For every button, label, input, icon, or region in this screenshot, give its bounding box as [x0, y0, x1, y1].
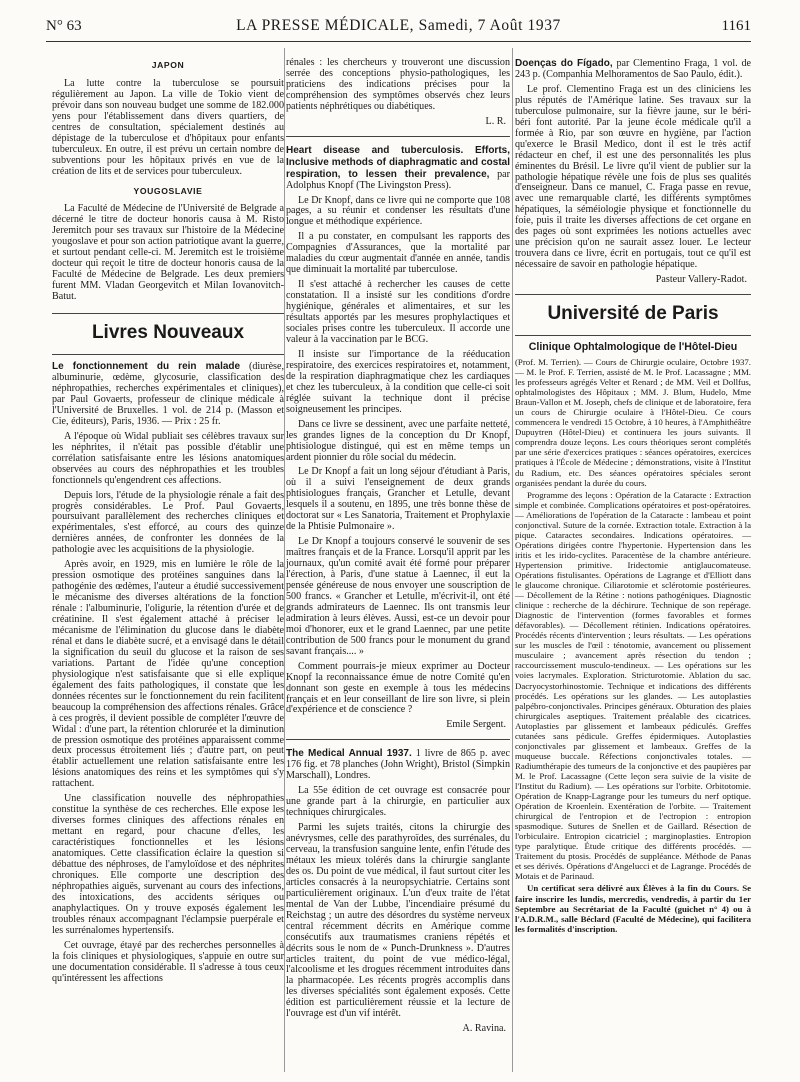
- review-paragraph: Cet ouvrage, étayé par des recherches personnelles à la fois cliniques et physiologiques, s'appuie en outre sur une documentation considérable. Il s'adresse à tous ceux qu'intéressent les affections: [52, 939, 284, 984]
- section-rule: [52, 313, 284, 314]
- review-paragraph: Parmi les sujets traités, citons la chirurgie des anévrysmes, celle des parathyroïdes, des surrénales, du cerveau, la transfusion sanguine lente, enfin l'étude des métaux les mieux tolérés dans la chirurgie sanglante des os. Du point de vue médical, il faut surtout citer les articles consacrés à la neuropsychiatrie. Certains sont particulièrement originaux. L'un d'eux traite de l'état mental de Van der Lubbe, l'incendiaire présumé du Reichstag ; un autre des désordres du système nerveux central récemment décrits en Amérique comme consécutifs aux traumatismes craniens répétés et décrits sous le nom de « Punch-Drunkness ». D'autres articles traitent, du point de vue médico-légal, l'alcoolisme et les drogues récemment introduites dans la pharmacopée. Les récents progrès accomplis dans les diverses spécialités sont également exposés. Cette édition est particulièrement réussie et la lecture de l'ouvrage est d'un vif intérêt.: [286, 822, 510, 1020]
- clinique-heading: Clinique Ophtalmologique de l'Hôtel-Dieu: [528, 341, 738, 354]
- journal-title: LA PRESSE MÉDICALE, Samedi, 7 Août 1937: [236, 17, 561, 34]
- review-paragraph: Depuis lors, l'étude de la physiologie rénale a fait des progrès considérables. Le Prof. Paul Govaerts, poursuivant parallèlement des recherches cliniques et expérimentales, s'est efforcé, au cours des quinze dernières années, de confronter les données de la pathologie avec les acquisitions de la physiologie.: [52, 489, 284, 556]
- review-paragraph: Il a pu constater, en compulsant les rapports des Compagnies d'Assurances, que la mortalité par maladies du cœur augmentait d'année en année, tandis que diminuait la mortalité par tuberculose.: [286, 231, 510, 276]
- review-paragraph: Le Dr Knopf a toujours conservé le souvenir de ses maîtres français et de la France. Lorsqu'il apprit par les journaux, qu'un comité avait été formé pour préparer l'érection, à Paris, d'une statue à Laennec, il eut la pensée généreuse de nous envoyer une souscription de 500 francs. « Grancher et Letulle, m'écrivit-il, ont été grands admirateurs de Laennec. Ils ont transmis leur admiration à leurs élèves. Aussi, est-ce un devoir pour moi d'honorer, eux et le grand Laennec, par une petite contribution de 500 francs pour le monument du grand savant français.... »: [286, 536, 510, 657]
- book-reference: 1 livre de 865 p. avec 176 fig. et 78 planches (John Wright), Bristol (Simpkin Marschall), Londres.: [286, 748, 510, 782]
- page-number: 1161: [721, 18, 751, 34]
- review-paragraph: Le Dr Knopf a fait un long séjour d'étudiant à Paris, où il a suivi l'enseignement de deux grands phtisiologues français, Grancher et Letulle, devant lesquels il a soutenu, en 1895, une très bonne thèse de doctorat sur « Les Sanatoria, Traitement et Prophylaxie de la Phtisie Pulmonaire ».: [286, 466, 510, 533]
- column-3: [515, 58, 751, 936]
- course-program: Programme des leçons : Opération de la Cataracte : Extraction simple et combinée. Complications opératoires et post-opératoires. — Améliorations de l'opération de la Cataracte : lambeau et point conjonctival. Suture de la cornée. Extraction totale. Extraction à la pique. Cataractes secondaires. Indications opératoires. — Opérations dirigées contre l'hypertonie. Hypertension dans les iritis et les irido-cyclites. Paracentèse de la chambre antérieure. Hypertension primitive. Iridectomie antiglaucomateuse. Opérations fistulisantes. Opérations de Lagrange et d'Elliott dans le glaucome chronique. Ciliarotomie et sclérotomie postérieures. — Décollement de la Rétine : notions pathogéniques. Diagnostic clinique : recherche de la déchirure. Technique de son repérage. Diagnostic de l'intervention (formes favorables et formes défavorables). — Décollement rétinien. Indications opératoires. Procédés récents d'intervention ; leurs résultats. — Les opérations sur les muscles de l'œil : ténotomie, avancement ou plissement musculaire ; avancement après résection du tendon ; raccourcissement musculo-tendineux. — Les opérations sur les voies lacrymales. Exploration. Stricturotomie. Ablation du sac. Dacryocystorhinostomie. Technique et indications des différents procédés. Les opérations sur les glandes. — Les autoplasties palpébro-conjonctivales. Principes généraux. Obturation des plaies chirurgicales aseptiques. Traitement préalable des cicatrices. Autoplasties par glissement et lambeaux pédiculés. Greffes cutanées sans pédicule. Greffes épidermiques. Autoplasties conjonctivales par glissement et lambeaux. Greffes de la muqueuse buccale. Réfections conjonctivales totales. — Radiumthérapie des tumeurs de la conjonctive et des paupières par M. le Prof. Lacassagne (Cette leçon sera suivie de la visite de l'Institut du Radium). — Les opérations sur l'orbite. Orbitotomie. Opération de Knapp-Lagrange pour les tumeurs du nerf optique. Opération de Kroenlein. Exentération de l'orbite. — Traitement chirurgical de l'entropion et de l'ectropion : entropion spasmodique. Sutures de Snellen et de Gaillard. Résection de l'orbiculaire. Entropion cicatriciel ; marginoplasties. Entropion type paralytique. Étude critique des différents procédés. — Traitement du ptosis. Procédés de suppléance. Méthode de Panas et ses dérivés. Opérations d'Angelucci et de Lagrange. Procédés de Motais et de Parinaud.: [515, 489, 751, 882]
- section-heading-japon: JAPON: [151, 60, 185, 70]
- review-paragraph: Le prof. Clementino Fraga est un des cliniciens les plus réputés de l'Amérique latine. Ses travaux sur la tuberculose pulmonaire, sur la fièvre jaune, sur le béri-béri font autorité. Par la jeune école médicale qu'il a formée à Rio, par son œuvre en hygiène, par l'action qu'exerce le Brasil Medico, dont il est le très actif rédacteur en chef, il est une des personnalités les plus éminentes du Brésil. Le livre qu'il vient de publier sur la pathologie hépatique révèle une fois de plus ses qualités d'enseigneur. Dans ce manuel, C. Fraga passe en revue, avec une remarquable clarté, les différents symptômes hépatiques, la séméiologie physique et fonctionnelle du foie, puis il traite les diverses affections de cet organe en des pages où sont exprimées les notions actuelles avec une précision qu'on ne saurait assez louer. Le lecteur trouvera dans ce livre, écrit en portugais, tout ce qu'il est nécessaire de savoir en pathologie hépatique.: [515, 83, 751, 271]
- section-rule: [515, 294, 751, 295]
- section-rule: [515, 335, 751, 336]
- book-entry: [286, 145, 510, 192]
- column-divider: [512, 48, 513, 1072]
- review-signature: L. R.: [485, 115, 506, 127]
- japon-paragraph: La lutte contre la tuberculose se poursuit régulièrement au Japon. La ville de Tokio vient de prévoir dans son nouveau budget une somme de 182.000 yens pour l'établissement dans divers quartiers, de centres de consultation, spécialement destinés au dépistage de la tuberculose et d'hôpitaux pour enfants tuberculeux. En outre, il est prévu un certain nombre de subventions pour les hôpitaux privés en vue de la création de lits et de services pour tuberculeux.: [52, 77, 284, 177]
- review-paragraph: Il insiste sur l'importance de la rééducation respiratoire, des exercices respiratoires et, notamment, de la respiration diaphragmatique chez les cardiaques et chez les tuberculeux, à la condition que celle-ci soit réglée suivant la technique dont il précise soigneusement les principes.: [286, 348, 510, 415]
- course-registration: Un certificat sera délivré aux Élèves à la fin du Cours. Se faire inscrire les lundis, mercredis, vendredis, à partir du 1er Septembre au Secrétariat de la Faculté (guichet n° 4) ou à l'A.D.R.M., salle Béclard (Faculté de Médecine), qui facilitera les formalités d'inscription.: [515, 883, 751, 934]
- book-reference: (diurèse, albuminurie, œdème, glycosurie, classification des néphropathies, recherches expérimentales et cliniques), par Paul Govaerts, professeur de clinique médicale à l'Université de Bruxelles. 1 vol. de 214 p. (Masson et Cie, éditeurs), Paris, 1936. — Prix : 25 fr.: [52, 361, 284, 427]
- section-rule: [286, 739, 510, 740]
- book-entry: [515, 58, 751, 81]
- review-paragraph: rénales : les chercheurs y trouveront une discussion serrée des conceptions physio-pathologiques, les praticiens des indications précises pour la compréhension des symptômes observés chez leurs patients néphrétiques ou diabétiques.: [286, 57, 510, 112]
- review-signature: A. Ravina.: [462, 1023, 506, 1035]
- review-signature: Pasteur Vallery-Radot.: [655, 274, 747, 286]
- book-title: The Medical Annual 1937.: [286, 748, 412, 760]
- review-paragraph: Après avoir, en 1929, mis en lumière le rôle de la pression osmotique des protéines sanguines dans la pathogénie des œdèmes, l'auteur a étudié successivement le mécanisme des diverses altérations de la fonction rénale : l'albuminurie, l'oligurie, la rétention d'urée et de créatinine. Il s'est également attaché à préciser le mécanisme de l'élimination du glucose dans le diabète rénal et dans le diabète sucré, et a envisagé dans le détail la signification du seuil du glucose et la raison de ses variations. Partant de l'idée qu'une conception physiologique n'est satisfaisante que si elle explique également des faits pathologiques, il constate que les données récentes sur le fonctionnement du rein facilitent beaucoup la compréhension des affections rénales. Grâce à ces progrès, il devient possible de compléter l'œuvre de Widal : d'une part, la rétention chlorurée et la diminution de pression osmotique des protéines apparaissent comme deux processus étroitement liés ; d'autre part, on peut établir actuellement une relation satisfaisante entre les lésions anatomiques des reins et les symptômes qui s'y rattachent.: [52, 559, 284, 790]
- review-paragraph: Une classification nouvelle des néphropathies constitue la synthèse de ces recherches. Elle expose les diverses formes cliniques des affections rénales en mettant en regard, pour chacune d'elles, les caractéristiques fonctionnelles et les lésions anatomiques. Cette classification éclaire la question si débattue des néphroses, de l'amyloïdose et des néphrites chroniques. Elle comporte une description des néphropathies aiguës, survenant au cours des infections, des intoxications, des accidents sériques ou anaphylactiques. On y trouve exposés également les troubles rénaux accompagnant l'éclampsie puerpérale et les surrénalomes hypertensifs.: [52, 793, 284, 936]
- review-paragraph: Le Dr Knopf, dans ce livre qui ne comporte que 108 pages, a su réunir et condenser les résultats d'une longue et méthodique expérience.: [286, 194, 510, 228]
- section-rule: [52, 354, 284, 355]
- column-2: [286, 58, 510, 1043]
- review-signature: Emile Sergent.: [446, 719, 506, 731]
- section-title-livres-nouveaux: Livres Nouveaux: [91, 322, 245, 344]
- section-title-universite: Université de Paris: [547, 303, 719, 325]
- review-paragraph: A l'époque où Widal publiait ses célèbres travaux sur les néphrites, il n'était pas possible d'établir une corrélation satisfaisante entre les lésions anatomiques observées au cours des néphropathies et les troubles fonctionnels qu'engendrent ces affections.: [52, 430, 284, 486]
- book-entry: [52, 361, 284, 428]
- review-paragraph: Dans ce livre se dessinent, avec une parfaite netteté, les grandes lignes de la conception du Dr Knopf, phtisiologue distingué, qui est en même temps un ardent pionnier du rôle social du médecin.: [286, 418, 510, 463]
- section-rule: [286, 136, 510, 137]
- issue-number: N° 63: [46, 18, 82, 34]
- section-heading-yougoslavie: YOUGOSLAVIE: [133, 185, 203, 196]
- header-rule: [46, 41, 751, 42]
- book-title: Le fonctionnement du rein malade: [52, 361, 241, 373]
- column-1: [52, 58, 284, 988]
- book-reference: par Clementino Fraga, 1 vol. de 243 p. (Companhia Melhoramentos de Sao Paulo, édit.).: [515, 58, 752, 80]
- course-details: — Cours de Chirurgie oculaire, Octobre 1937. — M. le Prof. F. Terrien, assisté de M. le Prof. Lacassagne ; MM. les professeurs agrégés Velter et Renard ; de MM. Veil et Dollfus, ophtalmologistes des Hôpitaux ; MM. J. Blum, Hudelo, Mme Braun-Vallon et M. Joseph, chefs de clinique et de laboratoire, fera un cours de Chirurgie oculaire à l'Hôtel-Dieu. Ce cours commencera le vendredi 15 Octobre, à 10 heures, à l'Amphithéâtre Dupuytren (Hôtel-Dieu) et continuera les jours suivants. Il comprendra douze leçons. Les cours théoriques seront complétés par une série d'exercices pratiques : séances opératoires, exercices pratiques à l'École de Médecine ; démonstrations, visite à l'Institut du Radium, etc. Des séances opératoires spéciales seront organisées pendant la durée du cours.: [515, 357, 751, 488]
- page-header: [46, 8, 751, 44]
- review-paragraph: Il s'est attaché à rechercher les causes de cette constatation. Il a insisté sur les conditions d'ordre hygiénique, générales et alimentaires, et sur les résultats apportés par les mesures prophylactiques et sociales prises contre les tuberculeux. Il accorde une valeur à la vaccination par le BCG.: [286, 279, 510, 345]
- book-reference: par Adolphus Knopf (The Livingston Press).: [286, 168, 510, 191]
- book-title: Doenças do Fígado,: [515, 58, 613, 69]
- yougoslavie-paragraph: La Faculté de Médecine de l'Université de Belgrade a décerné le titre de docteur honoris causa à M. Risto Jeremitch pour ses travaux sur l'histoire de la Médecine yougoslave et pour son action patriotique avant la guerre, et surtout pendant celle-ci. M. Jeremitch est le troisième docteur qui reçoit le titre de docteur honoris causa de la Faculté de Médecine de Belgrade. Les deux premiers furent MM. Vladan Georgevitch et Milan Iovanovitch-Batut.: [52, 203, 284, 303]
- book-entry: [286, 748, 510, 782]
- course-paragraph: [515, 357, 751, 488]
- review-paragraph: Comment pourrais-je mieux exprimer au Docteur Knopf la reconnaissance émue de notre Comité qu'en donnant son geste en exemple à tous les médecins français et en leur conseillant de lire son livre, si plein d'expérience et de conscience ?: [286, 660, 510, 716]
- review-paragraph: La 55e édition de cet ouvrage est consacrée pour une grande part à la chirurgie, en particulier aux techniques chirurgicales.: [286, 785, 510, 819]
- book-title: Heart disease and tuberculosis. Efforts, Inclusive methods of diaphragmatic and costal respiration, to lessen their prevalence,: [286, 144, 510, 180]
- column-divider: [284, 48, 285, 1072]
- course-announcement: [515, 357, 751, 934]
- clinique-subheading: (Prof. M. Terrien).: [515, 357, 582, 368]
